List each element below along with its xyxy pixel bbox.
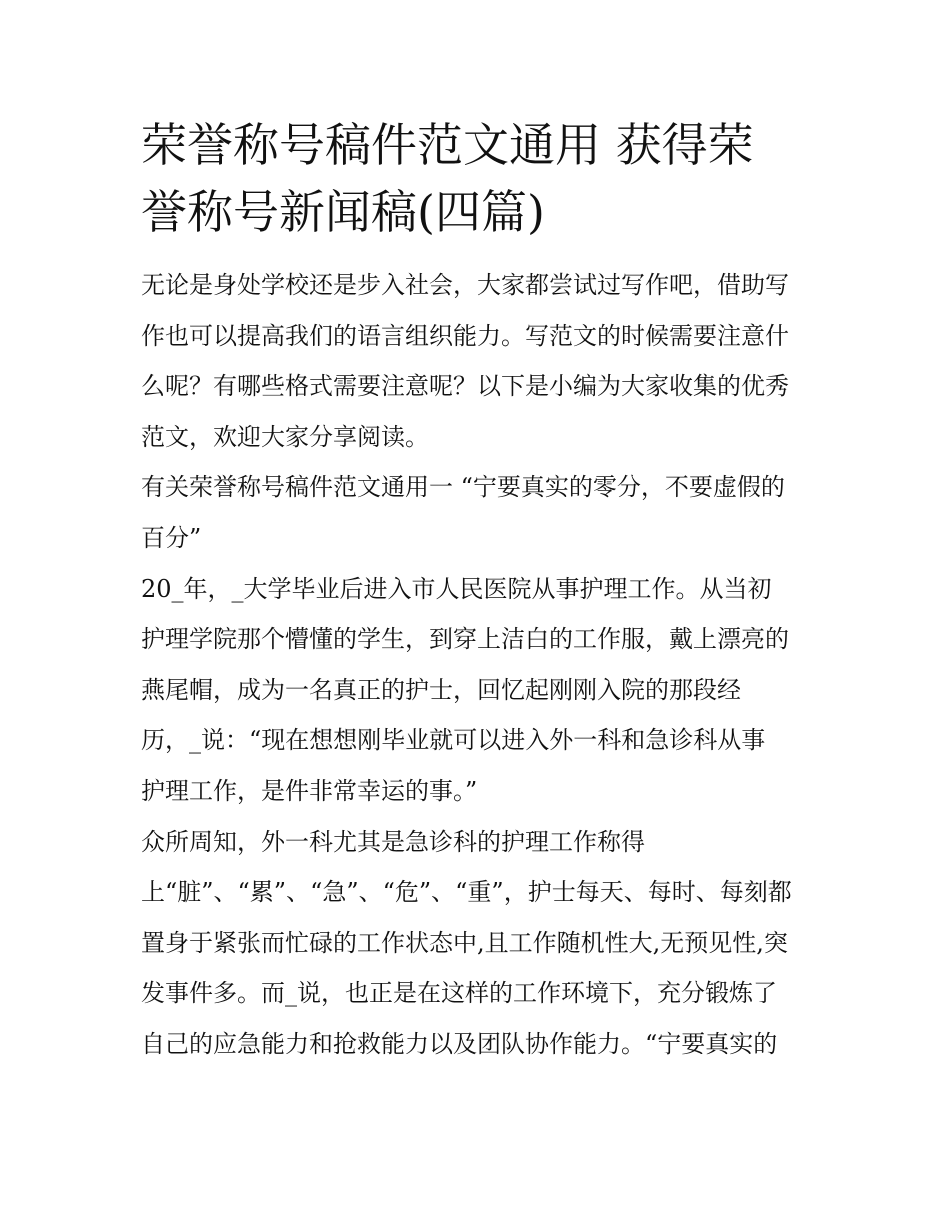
body-line-14: 置身于紧张而忙碌的工作状态中,且工作随机性大,无预见性,突	[141, 928, 788, 957]
body-line-5: 有关荣誉称号稿件范文通用一 “宁要真实的零分，不要虚假的	[141, 473, 785, 502]
body-line-7: 20_年，_大学毕业后进入市人民医院从事护理工作。从当初	[141, 574, 772, 603]
body-line-6: 百分”	[141, 523, 202, 552]
body-line-11: 护理工作，是件非常幸运的事。”	[141, 776, 478, 805]
body-line-9: 燕尾帽，成为一名真正的护士，回忆起刚刚入院的那段经	[141, 675, 741, 704]
title-line-2: 誉称号新闻稿(四篇)	[141, 185, 545, 239]
body-line-4: 范文，欢迎大家分享阅读。	[141, 422, 429, 451]
title-line-1: 荣誉称号稿件范文通用 获得荣	[141, 118, 754, 172]
body-line-3: 么呢？有哪些格式需要注意呢？以下是小编为大家收集的优秀	[141, 372, 789, 401]
body-line-2: 作也可以提高我们的语言组织能力。写范文的时候需要注意什	[141, 321, 789, 350]
body-line-16: 自己的应急能力和抢救能力以及团队协作能力。“宁要真实的	[141, 1029, 778, 1058]
document-title	[141, 112, 813, 246]
body-line-12: 众所周知，外一科尤其是急诊科的护理工作称得	[141, 827, 645, 856]
body-line-15: 发事件多。而_说，也正是在这样的工作环境下，充分锻炼了	[141, 979, 777, 1008]
document-body	[141, 260, 813, 1070]
body-line-13: 上“脏”、“累”、“急”、“危”、“重”，护士每天、每时、每刻都	[141, 878, 792, 907]
body-line-10: 历，_说：“现在想想刚毕业就可以进入外一科和急诊科从事	[141, 726, 766, 755]
body-line-1: 无论是身处学校还是步入社会，大家都尝试过写作吧，借助写	[141, 271, 789, 299]
document-content	[141, 112, 813, 1070]
body-line-8: 护理学院那个懵懂的学生，到穿上洁白的工作服，戴上漂亮的	[141, 625, 789, 654]
